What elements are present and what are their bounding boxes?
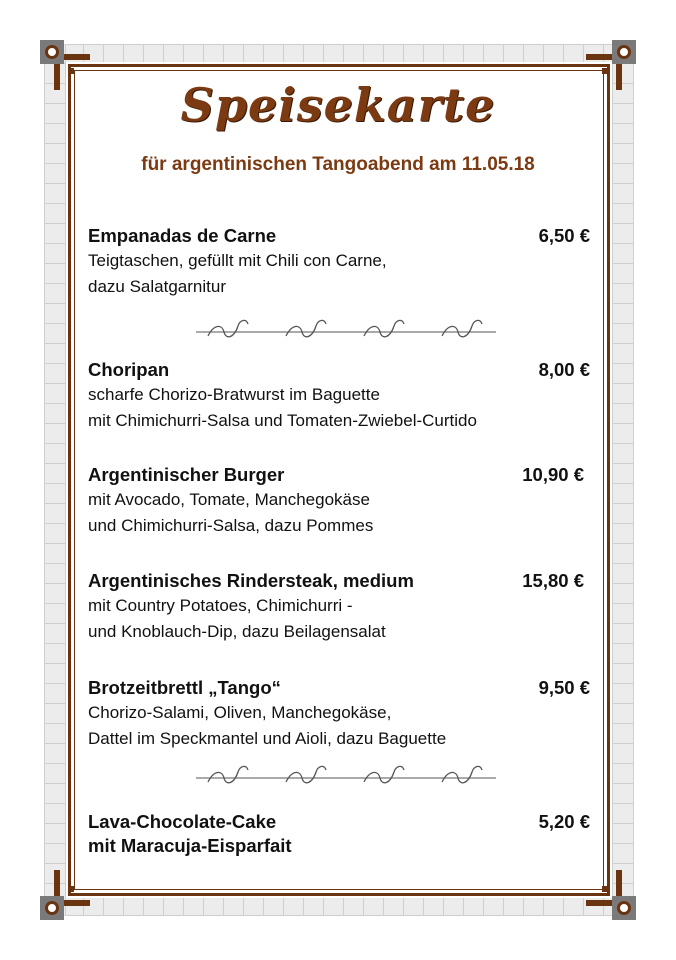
- menu-item: [88, 810, 590, 858]
- item-description: mit Country Potatoes, Chimichurri -: [88, 596, 353, 615]
- flourish-divider-icon: [196, 316, 496, 346]
- item-name-line2: mit Maracuja-Eisparfait: [88, 835, 292, 856]
- item-description: scharfe Chorizo-Bratwurst im Baguette: [88, 385, 380, 404]
- flourish-divider-icon: [196, 762, 496, 792]
- menu-item: [88, 676, 590, 752]
- item-description: dazu Salatgarnitur: [88, 277, 226, 296]
- menu-item: [88, 358, 590, 434]
- item-description: Dattel im Speckmantel und Aioli, dazu Baguette: [88, 729, 447, 748]
- item-description: Teigtaschen, gefüllt mit Chili con Carne,: [88, 251, 387, 270]
- menu-item: [88, 224, 590, 300]
- item-price: 5,20 €: [538, 811, 590, 832]
- item-description: und Knoblauch-Dip, dazu Beilagensalat: [88, 622, 386, 641]
- corner-ornament-icon: [40, 870, 90, 920]
- item-name: Brotzeitbrettl „Tango“: [88, 677, 281, 698]
- item-description: mit Chimichurri-Salsa und Tomaten-Zwiebel-Curtido: [88, 411, 477, 430]
- corner-ornament-icon: [586, 870, 636, 920]
- item-name: Lava-Chocolate-Cake: [88, 811, 277, 832]
- item-price: 6,50 €: [538, 225, 590, 246]
- item-description: Chorizo-Salami, Oliven, Manchegokäse,: [88, 703, 392, 722]
- item-name: Argentinischer Burger: [88, 464, 285, 485]
- menu-item: [88, 569, 590, 645]
- menu-subtitle: für argentinischen Tangoabend am 11.05.18: [141, 154, 535, 175]
- item-description: mit Avocado, Tomate, Manchegokäse: [88, 490, 370, 509]
- item-name: Choripan: [88, 359, 170, 380]
- item-name: Argentinisches Rindersteak, medium: [88, 570, 414, 591]
- menu-item: [88, 463, 590, 539]
- item-price: 10,90 €: [522, 464, 584, 485]
- item-description: und Chimichurri-Salsa, dazu Pommes: [88, 516, 374, 535]
- item-name: Empanadas de Carne: [88, 225, 277, 246]
- item-price: 9,50 €: [538, 677, 590, 698]
- item-price: 15,80 €: [522, 570, 584, 591]
- item-price: 8,00 €: [538, 359, 590, 380]
- menu-title: Speisekarte: [180, 78, 496, 132]
